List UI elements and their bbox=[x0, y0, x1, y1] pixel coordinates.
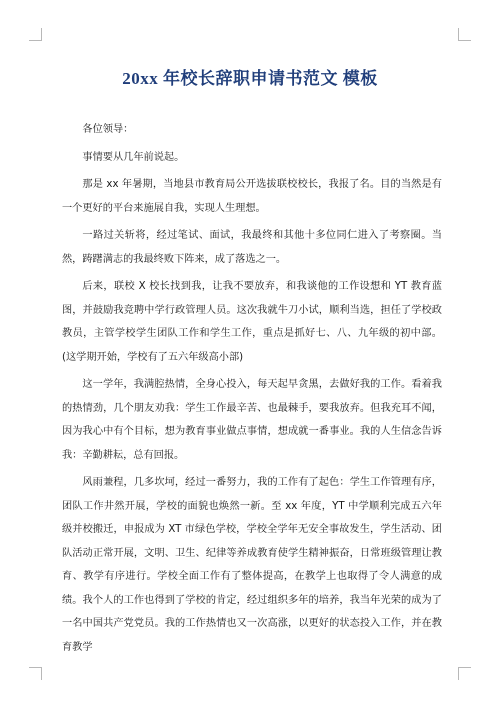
crop-mark-top-left bbox=[29, 28, 42, 41]
document-title: 20xx 年校长辞职申请书范文 模板 bbox=[122, 69, 378, 88]
document-body bbox=[62, 118, 442, 659]
crop-mark-bottom-left bbox=[29, 667, 42, 680]
crop-mark-bottom-right bbox=[458, 667, 471, 680]
paragraph: 风雨兼程，几多坎坷，经过一番努力，我的工作有了起色：学生工作管理有序，团队工作井然开展，学校的面貌也焕然一新。至 xx 年度，YT 中学顺利完成五六年级并校搬迁，申报成为 XT 市绿色学校，学校全学年无安全事故发生，学生活动、团队活动正常开展，文明、卫生、纪律等养成教育使学生精神振奋，日常班级管理让教育、教学有序进行。学校全面工作有了整体提高，在教学上也取得了令人满意的成绩。我个人的工作也得到了学校的肯定，经过组织多年的培养，我当年光荣的成为了一名中国共产党党员。我的工作热情也又一次高涨，以更好的状态投入工作，并在教育教学 bbox=[62, 477, 442, 653]
paragraph: 那是 xx 年暑期，当地县市教育局公开选拔联校校长，我报了名。目的当然是有一个更好的平台来施展自我，实现人生理想。 bbox=[62, 179, 442, 214]
paragraph: 后来，联校 X 校长找到我，让我不要放弃，和我谈他的工作设想和 YT 教育蓝图，并鼓励我竞聘中学行政管理人员。这次我就牛刀小试，顺利当选，担任了学校政教员，主管学校学生团队工作和学生工作，重点是抓好七、八、九年级的初中部。(这学期开始，学校有了五六年级高小部) bbox=[62, 281, 442, 363]
paragraph: 事情要从几年前说起。 bbox=[82, 151, 185, 163]
salutation: 各位领导： bbox=[82, 124, 134, 135]
paragraph: 一路过关斩将，经过笔试、面试，我最终和其他十多位同仁进入了考察圈。当然，踌躇满志的我最终败下阵来，成了落选之一。 bbox=[62, 230, 442, 265]
paragraph: 这一学年，我满腔热情，全身心投入，每天起早贪黑，去做好我的工作。看着我的热情劲，几个朋友劝我：学生工作最辛苦、也最棘手，要我放弃。但我充耳不闻，因为我心中有个目标，想为教育事业做点事情，想成就一番事业。我的人生信念告诉我：辛勤耕耘，总有回报。 bbox=[62, 379, 442, 461]
crop-mark-top-right bbox=[458, 28, 471, 41]
